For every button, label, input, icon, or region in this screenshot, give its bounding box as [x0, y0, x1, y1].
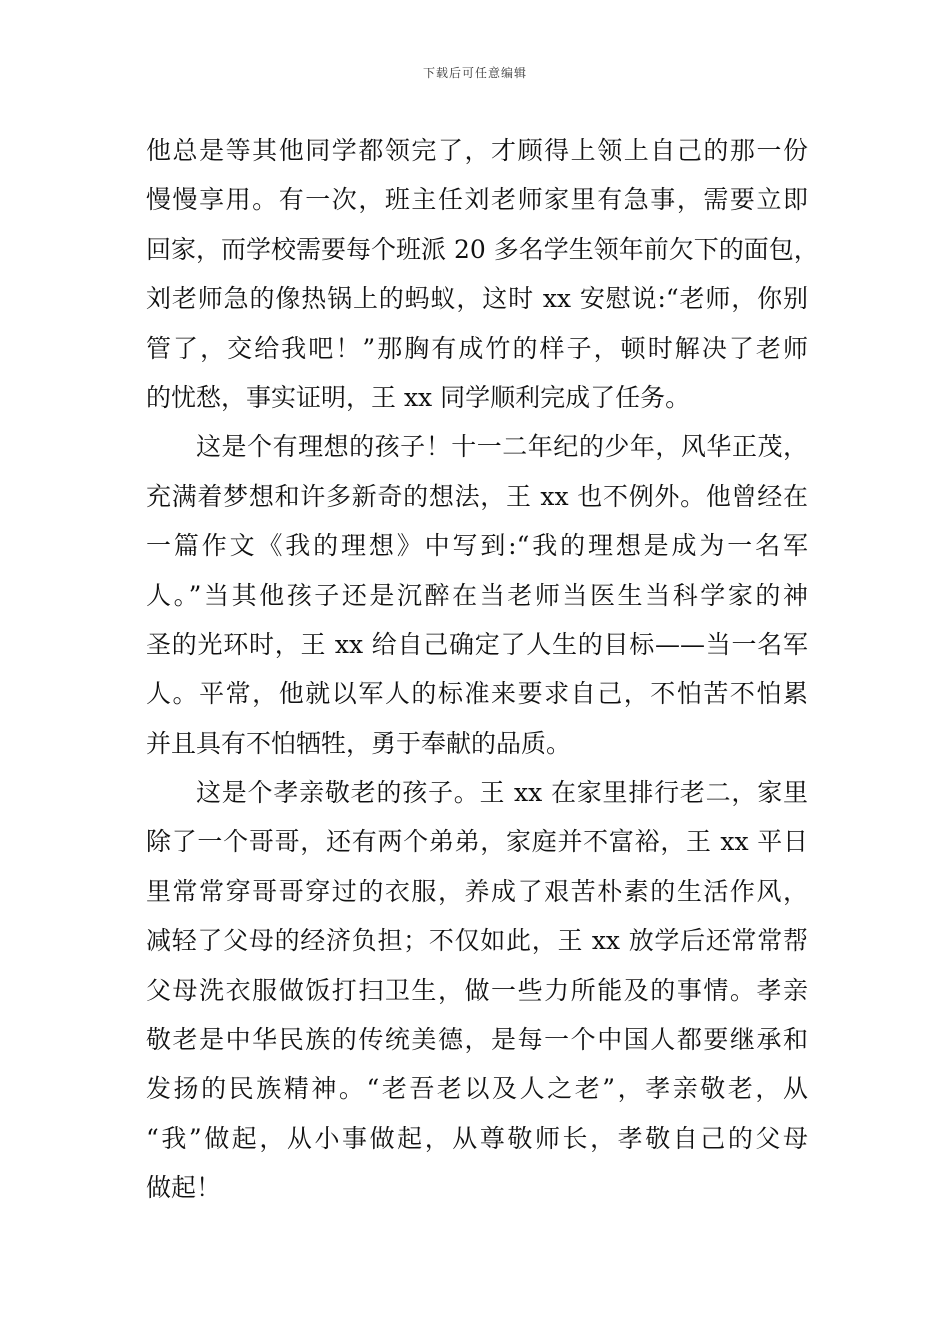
text-line: 圣的光环时，王 xx 给自己确定了人生的目标——当一名军 — [146, 629, 808, 659]
text-line: 这是个孝亲敬老的孩子。王 xx 在家里排行老二，家里 — [196, 778, 808, 808]
text-line: 慢慢享用。有一次，班主任刘老师家里有急事，需要立即 — [146, 185, 808, 215]
text-line: 刘老师急的像热锅上的蚂蚁，这时 xx 安慰说:“老师，你别 — [146, 284, 808, 314]
document-body — [146, 126, 819, 1213]
text-line: 除了一个哥哥，还有两个弟弟，家庭并不富裕，王 xx 平日 — [146, 827, 808, 857]
header-note: 下载后可任意编辑 — [422, 66, 527, 80]
text-line: 人。平常，他就以军人的标准来要求自己，不怕苦不怕累 — [146, 679, 808, 709]
text-line: 管了，交给我吧！”那胸有成竹的样子，顿时解决了老师 — [146, 333, 808, 363]
text-line: 他总是等其他同学都领完了，才顾得上领上自己的那一份 — [146, 136, 808, 165]
text-line: 发扬的民族精神。“老吾老以及人之老”，孝亲敬老，从 — [146, 1074, 808, 1104]
text-line: “我”做起，从小事做起，从尊敬师长，孝敬自己的父母 — [146, 1123, 808, 1153]
text-line: 回家，而学校需要每个班派 20 多名学生领年前欠下的面包， — [146, 234, 819, 264]
text-line: 做起！ — [146, 1173, 222, 1203]
text-line: 敬老是中华民族的传统美德，是每一个中国人都要继承和 — [146, 1025, 808, 1055]
text-line: 父母洗衣服做饭打扫卫生，做一些力所能及的事情。孝亲 — [146, 975, 808, 1005]
text-line: 减轻了父母的经济负担；不仅如此，王 xx 放学后还常常帮 — [146, 926, 808, 956]
text-line: 人。”当其他孩子还是沉醉在当老师当医生当科学家的神 — [146, 580, 808, 610]
text-line: 充满着梦想和许多新奇的想法，王 xx 也不例外。他曾经在 — [146, 481, 808, 511]
text-line: 一篇作文《我的理想》中写到:“我的理想是成为一名军 — [146, 531, 808, 561]
text-line: 这是个有理想的孩子！十一二年纪的少年，风华正茂， — [196, 432, 808, 462]
text-line: 并且具有不怕牺牲，勇于奉献的品质。 — [146, 728, 572, 758]
text-line: 的忧愁，事实证明，王 xx 同学顺利完成了任务。 — [146, 382, 691, 412]
text-line: 里常常穿哥哥穿过的衣服，养成了艰苦朴素的生活作风， — [146, 876, 808, 906]
